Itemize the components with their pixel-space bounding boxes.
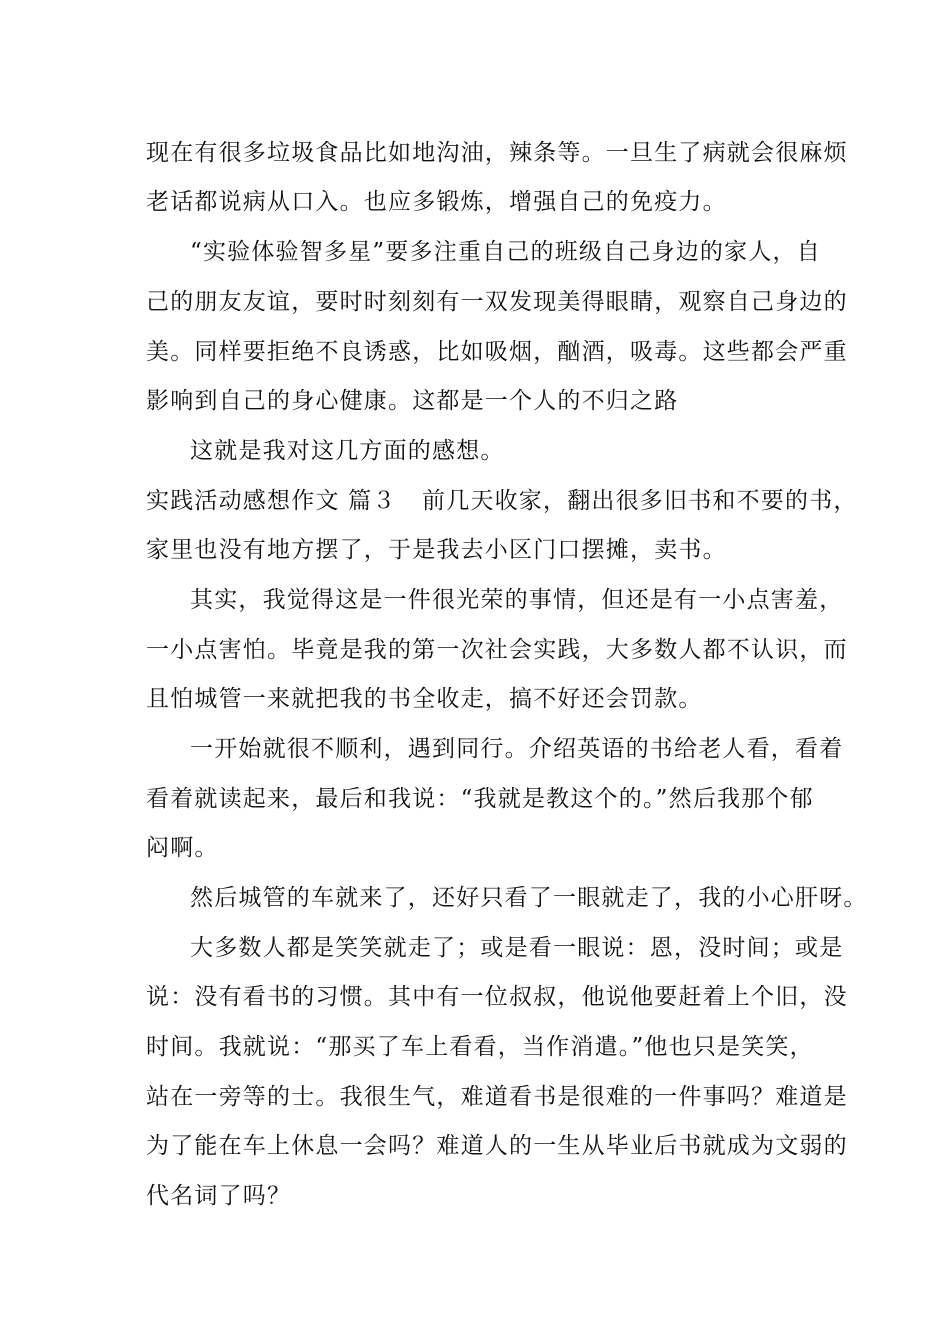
paragraph-start-line: 这就是我对这几方面的感想。 bbox=[190, 438, 505, 464]
body-line: 闷啊。 bbox=[146, 835, 219, 861]
body-line: 老话都说病从口入。也应多锻炼，增强自己的免疫力。 bbox=[146, 189, 727, 215]
body-line: 看着就读起来，最后和我说：“我就是教这个的。”然后我那个郁 bbox=[146, 786, 814, 812]
body-line: 为了能在车上休息一会吗？难道人的一生从毕业后书就成为文弱的 bbox=[146, 1133, 848, 1159]
section-first-sentence: 前几天收家，翻出很多旧书和不要的书， bbox=[422, 488, 858, 514]
section-heading-line bbox=[146, 486, 858, 516]
paragraph-start-line: “实验体验智多星”要多注重自己的班级自己身边的家人，自 bbox=[190, 239, 821, 265]
paragraph-start-line: 一开始就很不顺利，遇到同行。介绍英语的书给老人看，看着 bbox=[190, 736, 844, 762]
body-line: 家里也没有地方摆了，于是我去小区门口摆摊，卖书。 bbox=[146, 537, 727, 563]
paragraph-start-line: 大多数人都是笑笑就走了；或是看一眼说：恩，没时间；或是 bbox=[190, 935, 844, 961]
paragraph-start-line: 其实，我觉得这是一件很光荣的事情，但还是有一小点害羞， bbox=[190, 587, 844, 613]
body-line: 影响到自己的身心健康。这都是一个人的不归之路 bbox=[146, 388, 679, 414]
body-line: 且怕城管一来就把我的书全收走，搞不好还会罚款。 bbox=[146, 686, 703, 712]
body-line: 美。同样要拒绝不良诱惑，比如吸烟，酗酒，吸毒。这些都会严重 bbox=[146, 339, 848, 365]
body-line: 说：没有看书的习惯。其中有一位叔叔，他说他要赶着上个旧，没 bbox=[146, 984, 848, 1010]
body-line: 代名词了吗？ bbox=[146, 1183, 292, 1209]
paragraph-start-line: 然后城管的车就来了，还好只看了一眼就走了，我的小心肝呀。 bbox=[190, 885, 868, 911]
body-line: 时间。我就说：“那买了车上看看，当作消遣。”他也只是笑笑， bbox=[146, 1034, 814, 1060]
body-line: 一小点害怕。毕竟是我的第一次社会实践，大多数人都不认识，而 bbox=[146, 637, 848, 663]
body-line: 己的朋友友谊，要时时刻刻有一双发现美得眼睛，观察自己身边的 bbox=[146, 289, 848, 315]
body-line: 站在一旁等的士。我很生气，难道看书是很难的一件事吗？难道是 bbox=[146, 1084, 848, 1110]
section-heading-label: 实践活动感想作文 篇３ bbox=[146, 488, 397, 514]
body-line: 现在有很多垃圾食品比如地沟油，辣条等。一旦生了病就会很麻烦 bbox=[146, 140, 848, 166]
